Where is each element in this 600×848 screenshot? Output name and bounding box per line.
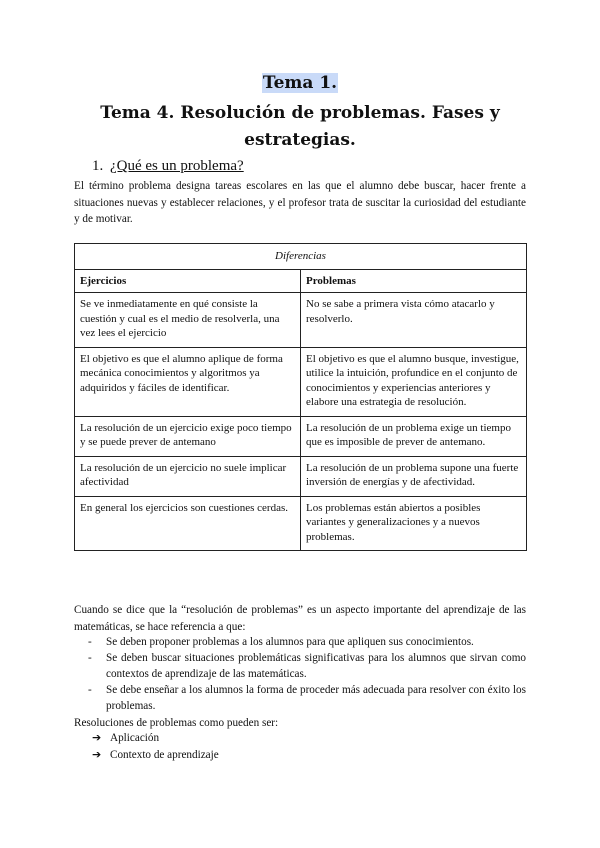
intro-paragraph: El término problema designa tareas escolares en las que el alumno debe buscar, hacer frente a situaciones nuevas y establecer relaciones, y el profesor trata de suscitar la curiosidad del estudiante y de motivar.	[74, 180, 526, 225]
table-row	[75, 293, 527, 348]
table-caption: Diferencias	[75, 244, 527, 270]
dash-marker: -	[88, 636, 92, 648]
differences-table	[74, 243, 527, 551]
list-item-text: Se deben proponer problemas a los alumnos para que apliquen sus conocimientos.	[106, 636, 474, 648]
table-row	[75, 456, 527, 496]
arrow-right-icon: ➔	[92, 731, 102, 744]
table-cell-problema: No se sabe a primera vista cómo atacarlo y resolverlo.	[301, 293, 527, 348]
table-cell-ejercicio: La resolución de un ejercicio exige poco tiempo y se puede prever de antemano	[75, 416, 301, 456]
section-heading	[92, 156, 244, 176]
table-row	[75, 416, 527, 456]
document-title	[0, 72, 600, 94]
table-cell-ejercicio: El objetivo es que el alumno aplique de forma mecánica conocimientos y algoritmos ya adquiridos y fáciles de identificar.	[75, 347, 301, 416]
list-item-text: Se debe enseñar a los alumnos la forma de proceder más adecuada para resolver con éxito los problemas.	[106, 684, 526, 712]
section-number: 1.	[92, 158, 104, 174]
column-header-problemas: Problemas	[301, 269, 527, 293]
dash-list	[88, 634, 526, 714]
dash-marker: -	[88, 652, 92, 664]
list-item	[88, 650, 526, 682]
list-item-text: Contexto de aprendizaje	[110, 748, 219, 761]
table-cell-ejercicio: En general los ejercicios son cuestiones cerdas.	[75, 496, 301, 551]
table-caption-row	[75, 244, 527, 270]
dash-marker: -	[88, 684, 92, 696]
table-row	[75, 496, 527, 551]
table-cell-problema: La resolución de un problema exige un tiempo que es imposible de prever de antemano.	[301, 416, 527, 456]
section-title: ¿Qué es un problema?	[110, 158, 244, 174]
list-item	[88, 634, 526, 650]
column-header-ejercicios: Ejercicios	[75, 269, 301, 293]
table-cell-problema: Los problemas están abiertos a posibles variantes y generalizaciones y a nuevos problemas.	[301, 496, 527, 551]
list-item	[92, 747, 219, 764]
table-cell-ejercicio: La resolución de un ejercicio no suele implicar afectividad	[75, 456, 301, 496]
table-cell-ejercicio: Se ve inmediatamente en qué consiste la cuestión y cual es el medio de resolverla, una vez lees el ejercicio	[75, 293, 301, 348]
after-table-paragraph: Cuando se dice que la “resolución de problemas” es un aspecto importante del aprendizaje de las matemáticas, se hace referencia a que:	[74, 604, 526, 633]
table-cell-problema: La resolución de un problema supone una fuerte inversión de energías y de afectividad.	[301, 456, 527, 496]
resoluciones-intro: Resoluciones de problemas como pueden ser:	[74, 717, 279, 729]
arrow-right-icon: ➔	[92, 747, 102, 761]
document-title-text: Tema 1.	[262, 73, 338, 93]
table-cell-problema: El objetivo es que el alumno busque, investigue, utilice la intuición, profundice en el conjunto de conocimientos y experiencias anteriores y elabore una estrategia de resolución.	[301, 347, 527, 416]
list-item	[92, 730, 219, 747]
arrow-list	[92, 730, 219, 763]
table-header-row	[75, 269, 527, 293]
table-row	[75, 347, 527, 416]
list-item-text: Se deben buscar situaciones problemáticas significativas para los alumnos que sirvan como contextos de aprendizaje de las matemáticas.	[106, 652, 526, 680]
list-item	[88, 682, 526, 714]
topic-title: Tema 4. Resolución de problemas. Fases y estrategias.	[100, 103, 500, 150]
list-item-text: Aplicación	[110, 732, 160, 744]
